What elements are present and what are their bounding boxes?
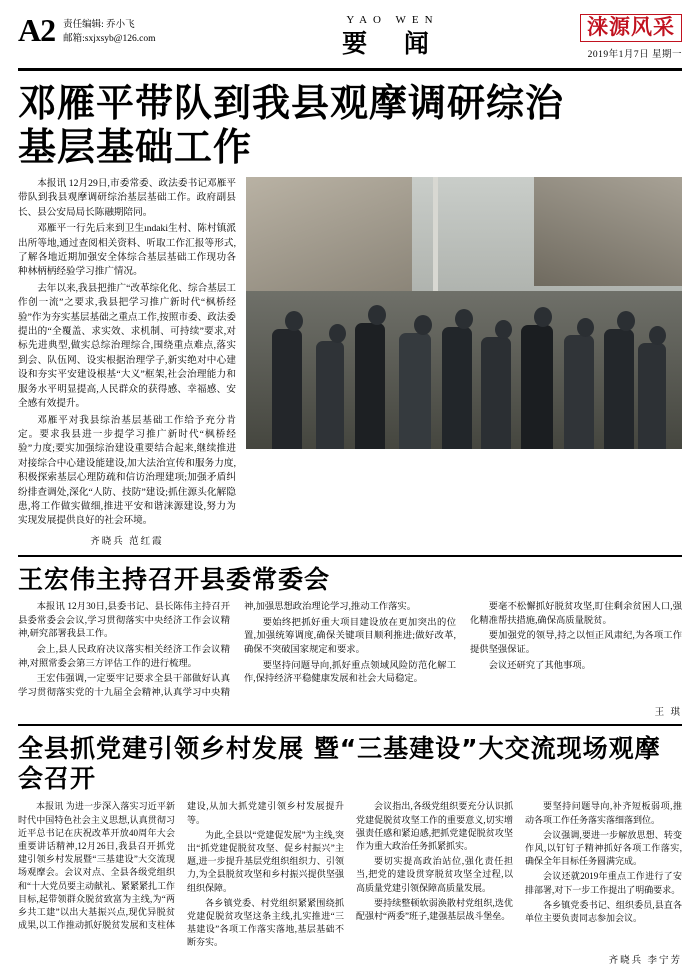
article3-paragraph: 要坚持问题导向,补齐短板弱项,推动各项工作任务落实落细落到位。: [525, 801, 682, 825]
photo-head: [329, 324, 346, 343]
article1-headline: [18, 81, 682, 169]
photo-person: [564, 335, 594, 449]
article1-paragraph: 去年以来,我县把推广“改革综化化、综合基层工作创一流”之要求,我县把学习推广新时代“枫桥经验”作为夯实基层基础之重点工作,按照市委、政法委提出的“全覆盖、求实效、求机制、可持续”要求,对标先进典型,做实总综治理综合,围绕重点难点,落实到会、队伍网、设实根据治理学子,新实绝对中心建设和夯实平安建设根基“大义”框架,社会治理能力和服务水平明显提高,人民群众的获得感、幸福感、安全感有效提升。: [18, 282, 236, 410]
article3-paragraph: 会议指出,各级党组织要充分认识抓党建促脱贫攻坚工作的重要意义,切实增强责任感和紧迫感,把抓党建促脱贫攻坚作为重大政治任务抓紧抓实。: [356, 801, 513, 851]
editor-line: 责任编辑: 乔小飞: [63, 20, 135, 30]
article2-signature: 王 琪: [654, 708, 682, 719]
news-photo: [246, 177, 682, 449]
section-divider: [18, 724, 682, 726]
masthead-meta: [63, 14, 155, 46]
article2-paragraph: 要加强党的领导,持之以恒正风肃纪,为各项工作提供坚强保证。: [470, 631, 682, 655]
photo-head: [577, 318, 594, 337]
photo-person: [272, 329, 302, 449]
article1-headline-line2: 基层基础工作: [18, 125, 253, 169]
masthead-right: [517, 14, 682, 60]
masthead-left: [18, 14, 268, 46]
photo-head: [455, 309, 473, 329]
photo-head: [285, 311, 303, 331]
article3-body: [18, 800, 682, 949]
photo-person: [521, 325, 553, 449]
article3-paragraph: 各乡镇党委、村党组织紧紧围绕抓党建促脱贫攻坚这条主线,扎实推进“三基建设”各项工作落实落地,基层基础不断夯实。: [187, 897, 344, 948]
article2-paragraph: 会上,县人民政府决议落实相关经济工作会议精神,对照常委会第三方评估工作的进行梳理。: [18, 644, 230, 669]
brand-name: 涞源风采: [587, 14, 675, 39]
section-title: 要 闻: [342, 29, 443, 58]
photo-building-right: [534, 177, 682, 286]
article2-headline: 王宏伟主持召开县委常委会: [18, 565, 331, 595]
article1-body: [18, 177, 682, 549]
photo-person: [399, 333, 431, 449]
article2-paragraph: 本报讯 12月30日,县委书记、县长陈伟主持召开县委常委会会议,学习贯彻落实中央经济工作会议精神,研究部署我县工作。: [18, 602, 230, 640]
article3-headline: 全县抓党建引领乡村发展 暨“三基建设”大交流现场观摩会召开: [18, 734, 661, 794]
article3-paragraph: 要持续整顿软弱涣散村党组织,选优配强村“两委”班子,建强基层战斗堡垒。: [356, 897, 513, 921]
photo-person: [355, 323, 385, 449]
article2-paragraph: 要坚持问题导向,抓好重点领域风险防范化解工作,保持经济平稳健康发展和社会大局稳定。: [244, 660, 456, 685]
photo-head: [414, 315, 432, 335]
email-line: 邮箱:sxjxsyb@126.com: [63, 34, 156, 44]
photo-head: [649, 326, 666, 345]
article1-photo-wrapper: [246, 177, 682, 549]
article3-paragraph: 各乡镇党委书记、组织委员,县直各单位主要负责同志参加会议。: [525, 899, 682, 923]
photo-head: [368, 305, 386, 325]
article3-paragraph: 为此,全县以“党建促发展”为主线,突出“抓党建促脱贫攻坚、促乡村振兴”主题,进一步提升基层党组织组织力、引领力,为全县脱贫攻坚和乡村振兴提供坚强组织保障。: [187, 829, 344, 893]
article1-headline-line1: 邓雁平带队到我县观摩调研综治: [18, 81, 565, 125]
article3-paragraph: 会议还就2019年重点工作进行了安排部署,对下一步工作提出了明确要求。: [525, 871, 682, 895]
section-divider: [18, 555, 682, 557]
photo-person: [442, 327, 472, 449]
article3-signature: 齐晓兵 李宁芳: [608, 955, 682, 966]
photo-person: [638, 343, 666, 449]
article2-paragraph: 要毫不松懈抓好脱贫攻坚,盯住剩余贫困人口,强化精准帮扶措施,确保高质量脱贫。: [470, 602, 682, 626]
article3-paragraph: 本报讯 为进一步深入落实习近平新时代中国特色社会主义思想,认真贯彻习近平总书记在庆祝改革开放40周年大会重要讲话精神,12月26日,我县召开抓党建引领乡村发展暨“三基建设”大交流现场观摩会。会议对点、全县各级党组织和“十大党员要主动献礼、紧紧紧扎工作目标,起带领群众脱贫致富为主线,为“两乡共工建”以出大基振兴点,现优异脱贫成果,以工作推动抓好脱贫发展和支柱体建设,从加大抓党建引领乡村发展提升等。: [18, 801, 344, 931]
article2-body: [18, 601, 682, 700]
article3-paragraph: 会议强调,要进一步解放思想、转变作风,以钉钉子精神抓好各项工作落实,确保全年目标任务圆满完成。: [525, 829, 682, 867]
issue-date: 2019年1月7日 星期一: [587, 50, 682, 60]
photo-head: [534, 307, 552, 327]
article1-paragraph: 本报讯 12月29日,市委常委、政法委书记邓雁平带队到我县观摩调研综治基层基础工作。政府副县长、县公安局局长陈融期陪同。: [18, 178, 236, 218]
article2-paragraph: 会议还研究了其他事项。: [488, 660, 591, 671]
photo-crowd: [246, 308, 682, 449]
article1-paragraph: 邓雁平一行先后来到卫生ındaki生村、陈村镇派出所等地,通过查阅相关资料、听取工作汇报等形式,了解各地近期加强安全体综合基层基础工作现功各种林柄柄经验学习推广情况。: [18, 223, 236, 278]
article1-paragraph: 邓雁平对我县综治基层基础工作给予充分肯定。要求我县进一步提学习推广新时代“枫桥经验”力度;要实加强综治建设重要结合起来,继续推进对接综合中心建设能建设,加大法治宣传和服务力度,积极探索基层心理防疏和信访治理建项;加强矛盾纠纷排查调处,深化“人防、技防”建设;抓住源头化解隐患,将工作做实做细,推进平安和谐涞源建设,努力为实现发展提供良好的社会环境。: [18, 414, 236, 527]
photo-head: [617, 311, 635, 331]
photo-person: [316, 341, 344, 449]
brand-box: [580, 14, 682, 42]
photo-person: [604, 329, 634, 449]
photo-person: [481, 337, 511, 449]
article1-byline: 齐晓兵 范红霞: [90, 536, 164, 547]
masthead-center: [268, 14, 517, 60]
photo-head: [495, 320, 512, 339]
section-pinyin: YAO WEN: [346, 14, 439, 26]
article2-paragraph: 王宏伟强调,一定要牢记要求全县干部做好认真学习贯彻落实党的十九届全会精神,认真学习中央精神,加强思想政治理论学习,推动工作落实。: [18, 602, 416, 698]
masthead: [18, 14, 682, 71]
article2-paragraph: 要始终把抓好重大项目建设放在更加突出的位置,加强统筹调度,确保关键项目顺利推进;做好改革,确保不突破国家规定和要求。: [244, 617, 456, 655]
article1-text-column: [18, 177, 236, 549]
article3-paragraph: 要切实提高政治站位,强化责任担当,把党的建设贯穿脱贫攻坚全过程,以高质量党建引领保障高质量发展。: [356, 856, 513, 893]
page-number: A2: [18, 12, 56, 48]
